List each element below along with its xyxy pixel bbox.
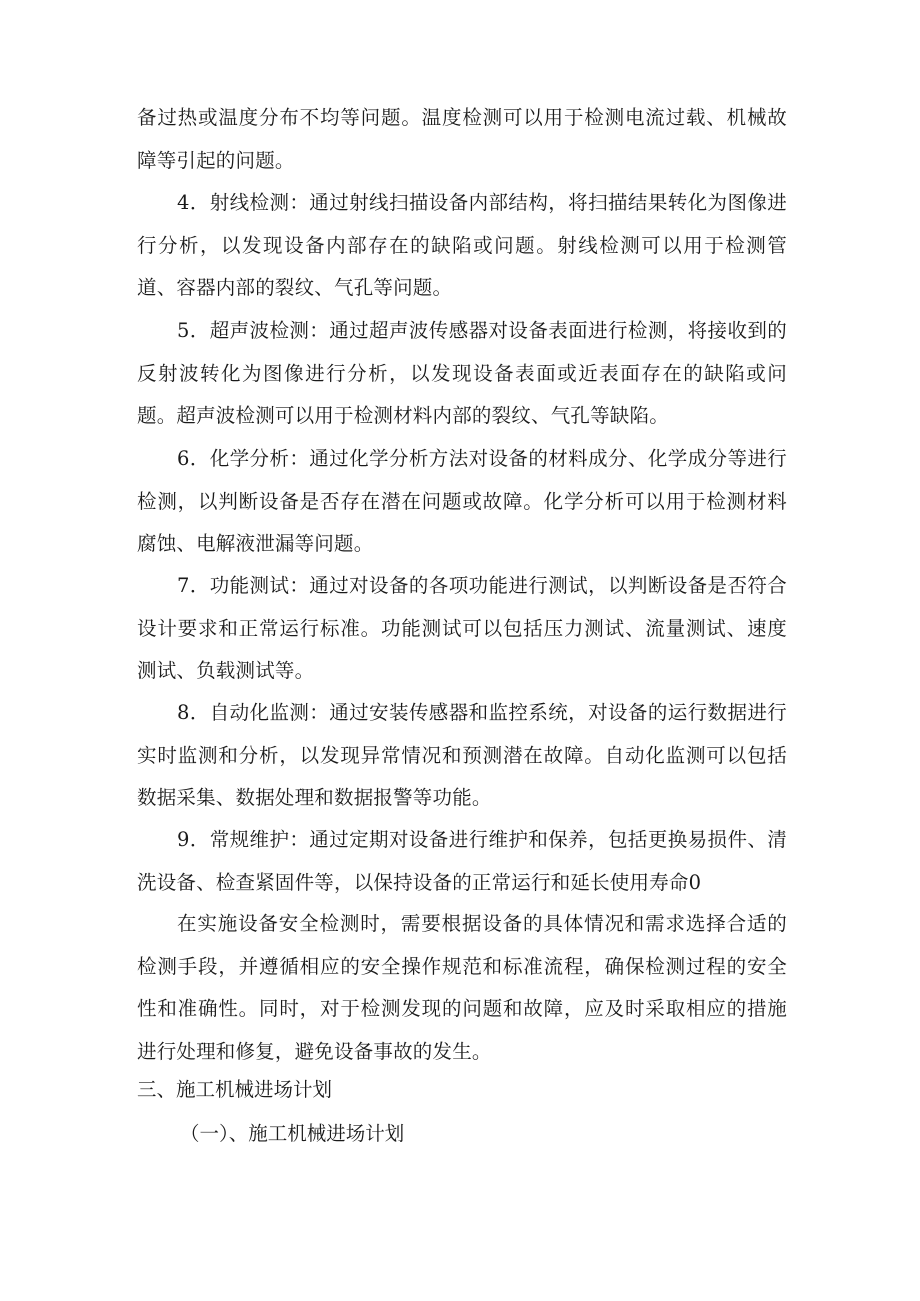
paragraph-automated-monitoring: 8．自动化监测：通过安装传感器和监控系统，对设备的运行数据进行实时监测和分析，以发现异常情况和预测潜在故障。自动化监测可以包括数据采集、数据处理和数据报警等功能。 bbox=[137, 701, 787, 809]
section-heading: 三、施工机械进场计划 bbox=[137, 1078, 333, 1101]
paragraph-summary: 在实施设备安全检测时，需要根据设备的具体情况和需求选择合适的检测手段，并遵循相应的安全操作规范和标准流程，确保检测过程的安全性和准确性。同时，对于检测发现的问题和故障，应及时采取相应的措施进行处理和修复，避免设备事故的发生。 bbox=[137, 912, 787, 1063]
paragraph-function-test: 7．功能测试：通过对设备的各项功能进行测试，以判断设备是否符合设计要求和正常运行标准。功能测试可以包括压力测试、流量测试、速度测试、负载测试等。 bbox=[137, 574, 787, 682]
paragraph-chemical-analysis: 6．化学分析：通过化学分析方法对设备的材料成分、化学成分等进行检测，以判断设备是否存在潜在问题或故障。化学分析可以用于检测材料腐蚀、电解液泄漏等问题。 bbox=[137, 447, 787, 555]
paragraph-radiographic-testing: 4．射线检测：通过射线扫描设备内部结构，将扫描结果转化为图像进行分析，以发现设备内部存在的缺陷或问题。射线检测可以用于检测管道、容器内部的裂纹、气孔等问题。 bbox=[137, 191, 787, 299]
paragraph-temperature-continued: 备过热或温度分布不均等问题。温度检测可以用于检测电流过载、机械故障等引起的问题。 bbox=[137, 106, 787, 172]
paragraph-ultrasonic-testing: 5．超声波检测：通过超声波传感器对设备表面进行检测，将接收到的反射波转化为图像进行分析，以发现设备表面或近表面存在的缺陷或问题。超声波检测可以用于检测材料内部的裂纹、气孔等缺陷。 bbox=[137, 319, 787, 427]
subsection-heading: （一）、施工机械进场计划 bbox=[180, 1122, 405, 1145]
paragraph-routine-maintenance: 9．常规维护：通过定期对设备进行维护和保养，包括更换易损件、清洗设备、检查紧固件等，以保持设备的正常运行和延长使用寿命0 bbox=[137, 828, 787, 894]
